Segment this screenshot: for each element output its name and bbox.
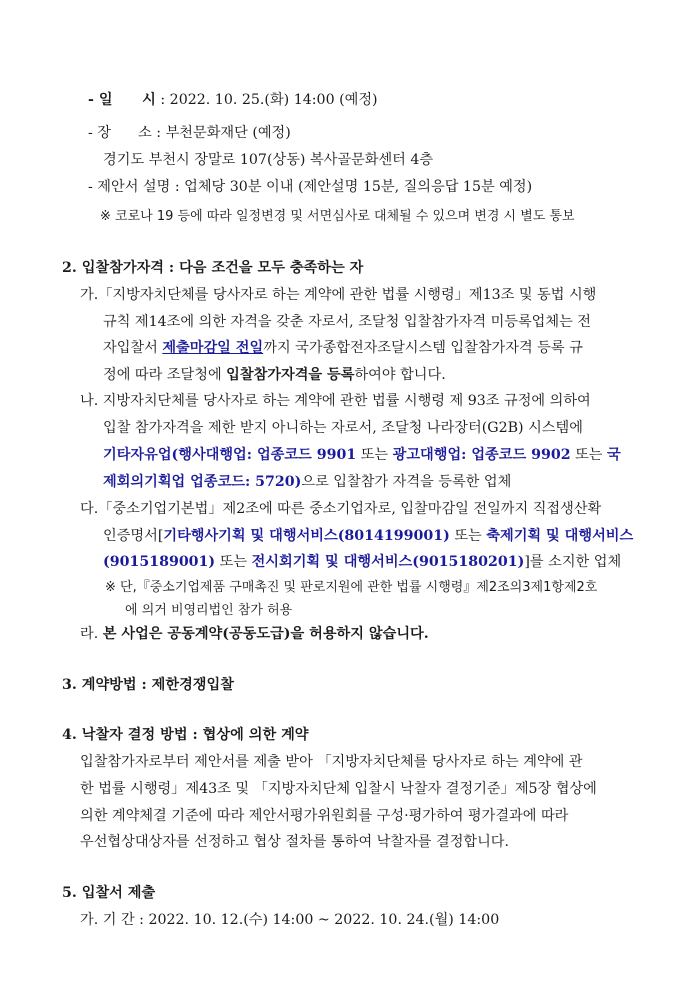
section4-line1: 입찰참가자로부터 제안서를 제출 받아 「지방자치단체를 당사자로 하는 계약에 관: [80, 754, 583, 770]
industry-code-9902: 광고대행업: 업종코드 9902: [392, 447, 571, 463]
schedule-place-value: : 부천문화재단 (예정): [151, 125, 291, 141]
ga-line3-a: 자입찰서: [103, 340, 163, 356]
schedule-place-label: - 장 소: [88, 125, 152, 141]
section2-da-line3: [103, 552, 621, 572]
product-code-9015189001: (9015189001): [103, 554, 216, 570]
industry-code-5720-start: 국: [607, 447, 621, 463]
schedule-date-value: : 2022. 10. 25.(화) 14:00 (예정): [155, 92, 378, 108]
section2-na-line4: [103, 472, 511, 492]
section2-ga-line3: [103, 338, 583, 358]
section2-ga-line4: [103, 365, 446, 385]
section2-na-line1: 나. 지방자치단체를 당사자로 하는 계약에 관한 법률 시행령 제 93조 규정에 의하여: [80, 393, 591, 409]
da-line2-a: 인증명서[: [103, 528, 164, 544]
section2-da-line2: [103, 526, 633, 546]
section5-heading: 5. 입찰서 제출: [62, 885, 156, 901]
section4-line4: 우선협상대상자를 선정하고 협상 절차를 통하여 낙찰자를 결정합니다.: [80, 834, 510, 850]
product-festival-start: 축제기획 및 대행서비스: [486, 528, 634, 544]
nonprofit-note-line2: 에 의거 비영리법인 참가 허용: [125, 603, 293, 618]
ga-line4-a: 정에 따라 조달청에: [103, 367, 227, 383]
section2-ga-line1: 가.「지방자치단체를 당사자로 하는 계약에 관한 법률 시행령」제13조 및 동법 시행: [80, 287, 597, 303]
section4-line2: 한 법률 시행령」제43조 및 「지방자치단체 입찰시 낙찰자 결정기준」제5장 협상에: [80, 781, 597, 797]
na-line4-b: 으로 입찰참가 자격을 등록한 업체: [301, 474, 512, 490]
section2-heading: 2. 입찰참가자격 : 다음 조건을 모두 충족하는 자: [62, 260, 364, 276]
industry-code-5720: 제회의기획업 업종코드: 5720): [103, 474, 302, 490]
na-or-2: 또는: [570, 447, 608, 463]
da-line3-d: ]를 소지한 업체: [524, 554, 622, 570]
submission-deadline-emphasis: 제출마감일 전일: [162, 340, 264, 356]
section4-heading: 4. 낙찰자 결정 방법 : 협상에 의한 계약: [62, 727, 309, 743]
registration-emphasis: 입찰참가자격을 등록: [226, 367, 355, 383]
nonprofit-note-line1: ※ 단,『중소기업제품 구매촉진 및 판로지원에 관한 법률 시행령』제2조의3제1항제2호: [105, 580, 598, 595]
covid-note: ※ 코로나 19 등에 따라 일정변경 및 서면심사로 대체될 수 있으며 변경 시 별도 통보: [100, 209, 575, 224]
section4-line3: 의한 계약체결 기준에 따라 제안서평가위원회를 구성·평가하여 평가결과에 따라: [80, 808, 569, 824]
schedule-date: [88, 90, 378, 110]
submission-period: 가. 기 간 : 2022. 10. 12.(수) 14:00 ~ 2022. 10. 24.(월) 14:00: [80, 912, 500, 928]
product-code-9015180201: 전시회기획 및 대행서비스(9015180201): [251, 554, 525, 570]
section2-ra: [80, 624, 429, 644]
product-code-8014199001: 기타행사기획 및 대행서비스(8014199001): [163, 528, 450, 544]
schedule-address: 경기도 부천시 장말로 107(상동) 복사골문화센터 4층: [103, 152, 434, 168]
na-or-1: 또는: [356, 447, 393, 463]
section2-na-line2: 입찰 참가자격을 제한 받지 아니하는 자로서, 조달청 나라장터(G2B) 시스템에: [103, 420, 583, 436]
schedule-presentation: - 제안서 설명 : 업체당 30분 이내 (제안설명 15분, 질의응답 15분 예정): [88, 179, 533, 195]
ga-line4-c: 하여야 합니다.: [354, 367, 446, 383]
section2-da-line1: 다.「중소기업기본법」제2조에 따른 중소기업자로, 입찰마감일 전일까지 직접생산확: [80, 501, 602, 517]
schedule-place: [88, 123, 291, 143]
schedule-date-label: - 일 시: [88, 92, 156, 108]
industry-code-9901: 기타자유업(행사대행업: 업종코드 9901: [103, 447, 357, 463]
section2-na-line3: [103, 445, 621, 465]
ra-prefix: 라.: [80, 626, 103, 642]
ga-line3-c: 까지 국가종합전자조달시스템 입찰참가자격 등록 규: [263, 340, 583, 356]
da-or-2: 또는: [215, 554, 252, 570]
section3-heading: 3. 계약방법 : 제한경쟁입찰: [62, 677, 234, 693]
joint-contract-notice: 본 사업은 공동계약(공동도급)을 허용하지 않습니다.: [102, 626, 429, 642]
da-or-1: 또는: [449, 528, 487, 544]
section2-ga-line2: 규칙 제14조에 의한 자격을 갖춘 자로서, 조달청 입찰참가자격 미등록업체는 전: [103, 314, 592, 330]
